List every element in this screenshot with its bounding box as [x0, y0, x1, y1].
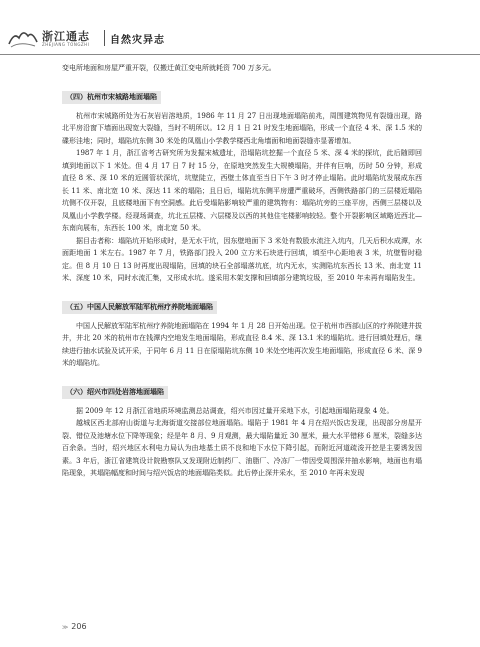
page-header [0, 0, 480, 62]
paragraph: 变电所地面和房屋严重开裂，仅搬迁黄江变电所就耗资 700 万多元。 [62, 64, 276, 72]
section-heading [62, 84, 422, 104]
paragraph: 据 2009 年 12 月浙江省地质环境监测总站调查，绍兴市因过量开采地下水，引起地面塌陷现象 4 处。 [76, 406, 394, 415]
page-footer [62, 622, 87, 631]
page-marker-icon: ≫ [62, 624, 69, 631]
paragraph: 中国人民解放军陆军杭州疗养院地面塌陷在 1994 年 1 月 28 日开始出现。位于杭州市西部山区的疗养院建井拔井，井北 20 米的杭州市在钱潭内空地发生地面塌陷，形成直径 8.4 米、深 13.1 米的塌陷坑。进行回填处理后，继续进行抽水试验及试开采，于同年 6 月 11 日在原塌陷坑东侧 10 米处空地再次发生地面塌陷，形成直径 6 米、深 9 米的塌陷坑。 [62, 321, 422, 367]
body-text [62, 62, 422, 480]
header-separator [104, 30, 105, 46]
header-rule [0, 54, 480, 55]
book-title: 自然灾异志 [110, 35, 165, 46]
section-heading-label: （五）中国人民解放军陆军杭州疗养院地面塌陷 [62, 301, 217, 314]
section-heading [62, 379, 422, 399]
landscape-logo-icon [8, 26, 38, 50]
section-heading-label: （六）绍兴市四处岩溶地面塌陷 [62, 386, 168, 399]
section-heading [62, 294, 422, 314]
page-number: 206 [71, 622, 87, 631]
paragraph: 据目击者称：塌陷坑开始形成时，是无水干坑，因东壁地面下 3 米处有数股水流注入坑内，几天后积水成潭，水面距地面 1 米左右。1987 年 7 月，铁路部门投入 200 立方米石块进行回填，填至中心距地表 3 米，坑壁暂时稳定。但 8 月 10 日 13 时再度出现塌陷，回填的块石全部塌落坑底，坑内无水，实测陷坑东西长 13 米、南北宽 11 米、深度 10 米，同时水流汇集，又形成水坑。遂采用木架支撑和回填部分建筑垃圾，至 2010 年未再有塌陷发生。 [62, 236, 422, 282]
section-heading-label: （四）杭州市宋城路地面塌陷 [62, 91, 161, 104]
paragraph: 越城区西北部府山街道与北海街道交接部位地面塌陷。塌陷于 1981 年 4 月在绍兴饭店发现，出现部分房屋开裂、错位及池塘水位下降等现象；经是年 8 月、9 月观测，最大塌陷量近 30 厘米，最大水平错移 6 厘米，裂缝多达百余条。当时，绍兴地区水利电力局认为由地基土质不良和地下水位下降引起，而附近河道疏浚开挖是主要诱发因素。3 年后，浙江省建筑设计院勘察队又发现附近制药厂、油脂厂、冷冻厂一带因受周围深井抽水影响，地面也有塌陷现象，其塌陷幅度和时间与绍兴饭店的地面塌陷类似。此后停止深井采水，至 2010 年再未发现 [62, 419, 422, 477]
logo-title: 浙江通志 [42, 30, 90, 43]
logo-subtitle: ZHEJIANG TONGZHI [42, 42, 90, 47]
paragraph: 杭州市宋城路所处为石灰岩岩溶地质，1986 年 11 月 27 日出现地面塌陷前兆，周围建筑物见有裂缝出现，路北平房沿窗下墙面出现宽大裂缝，当时不明所以。12 月 1 日 21 时发生地面塌陷，形成一个直径 4 米、深 1.5 米的碟形洼地；同时，塌陷坑东侧 30 米处的凤凰山小学教学楼西北角墙面和地面裂缝亦显著增加。 [62, 111, 422, 145]
paragraph: 1987 年 1 月，浙江省考古研究所为发掘宋城遗址，沿塌陷坑挖掘一个直径 5 米、深 4 米的探坑，此后随即回填到地面以下 1 米处。但 4 月 17 日 7 时 15 分，在原地突然发生大规模塌陷，并伴有巨响，历时 50 分钟，形成直径 8 米、深 10 米的近圆管状深坑，坑壁陡立，西壁土体直至当日下午 3 时才停止塌陷。此时塌陷坑发展成东西长 11 米、南北宽 10 米、深达 11 米的塌陷；且日后，塌陷坑东侧平房遭严重破坏，西侧铁路部门的三层楼近塌陷坑侧不仅开裂，且底楼地面下有空洞感。此后受塌陷影响较严重的建筑物有：塌陷坑旁的三座平房，西侧三层楼以及凤凰山小学教学楼。经现场调查，坑北五层楼、六层楼及以西的其他住宅楼影响较轻。整个开裂影响区域略近西北—东南向展布，东西长 100 米，南北宽 50 米。 [62, 149, 422, 232]
